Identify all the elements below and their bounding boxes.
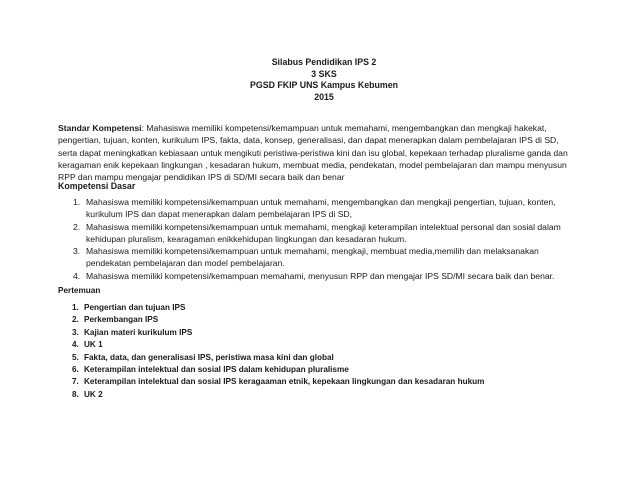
list-item-text: Perkembangan IPS (84, 315, 159, 325)
syllabus-header (0, 57, 638, 103)
list-item (58, 221, 578, 246)
list-item-number: 2. (73, 221, 81, 232)
list-item-number: 3. (72, 327, 79, 337)
credit-units: 3 SKS (311, 68, 337, 79)
academic-year: 2015 (314, 91, 334, 102)
list-item (58, 302, 578, 314)
pertemuan-heading: Pertemuan (58, 286, 101, 295)
pertemuan-list (58, 302, 578, 401)
list-item-number: 4. (72, 340, 79, 350)
list-item (58, 245, 578, 270)
standar-kompetensi-text: : Mahasiswa memiliki kompetensi/kemampuan untuk memahami, mengembangkan dan mengkaji hakekat, pengertian, tujuan, konten, kurikulum IPS, fakta, data, konsep, generalisasi, dan dapat menerapkan dalam pembelajaran IPS di SD, serta dapat meningkatkan kebiasaan untuk mengikuti peristiwa-peristiwa kini dan isu global, kepekaan terhadap pluralisme ganda dan keragaman enik kepekaan lingkungan , kesadaran hukum, membuat media, pendekatan, model pembelajaran dan mampu menyusun RPP dan mampu mengajar pendidikan IPS di SD/MI secara baik dan benar (58, 123, 568, 183)
list-item (58, 327, 578, 339)
list-item-text: Kajian materi kurikulum IPS (84, 327, 193, 337)
syllabus-title: Silabus Pendidikan IPS 2 (271, 57, 377, 67)
list-item-text: Mahasiswa memiliki kompetensi/kemampuan untuk memahami, mengkaji keterampilan intelektual personal dan sosial dalam kehidupan pluralism, kearagaman enikkehidupan lingkungan dan kesadaran hukum. (86, 221, 561, 244)
list-item (58, 314, 578, 326)
list-item-number: 6. (72, 364, 79, 374)
list-item-number: 3. (73, 246, 81, 257)
list-item-number: 4. (73, 270, 81, 281)
kompetensi-dasar-list (58, 196, 578, 282)
list-item-text: Keterampilan intelektual dan sosial IPS dalam kehidupan pluralisme (84, 364, 349, 374)
list-item-text: Fakta, data, dan generalisasi IPS, peristiwa masa kini dan global (84, 352, 334, 362)
list-item-text: Pengertian dan tujuan IPS (84, 303, 186, 312)
list-item-number: 1. (73, 197, 81, 207)
list-item-text: UK 2 (84, 389, 103, 399)
list-item (58, 270, 578, 282)
list-item-text: Keterampilan intelektual dan sosial IPS keragaaman etnik, kepekaan lingkungan dan kesadaran hukum (84, 377, 485, 387)
program-name: PGSD FKIP UNS Kampus Kebumen (250, 80, 398, 91)
list-item (58, 389, 578, 401)
list-item-number: 1. (72, 303, 79, 312)
list-item-text: UK 1 (84, 340, 103, 350)
kompetensi-dasar-heading: Kompetensi Dasar (58, 181, 136, 191)
standar-kompetensi-paragraph (58, 122, 578, 183)
list-item-number: 8. (72, 389, 79, 399)
list-item-number: 2. (72, 315, 79, 325)
list-item (58, 339, 578, 351)
list-item (58, 352, 578, 364)
list-item-number: 7. (72, 377, 79, 387)
list-item-text: Mahasiswa memiliki kompetensi/kemampuan memahami, menyusun RPP dan mengajar IPS SD/MI secara baik dan benar. (86, 270, 555, 281)
list-item (58, 196, 578, 221)
list-item-text: Mahasiswa memiliki kompetensi/kemampuan untuk memahami, mengkaji, membuat media,memilih dan melaksanakan pendekatan pembelajaran dan model pembelajaran. (86, 246, 539, 269)
standar-kompetensi-label: Standar Kompetensi (58, 123, 142, 133)
list-item (58, 364, 578, 376)
list-item-text: Mahasiswa memiliki kompetensi/kemampuan untuk memahami, mengembangkan dan mengkaji pengertian, tujuan, konten, kurikulum IPS dan dapat menerapkan dalam pembelajaran IPS di SD, (86, 197, 556, 220)
list-item-number: 5. (72, 352, 79, 362)
list-item (58, 376, 578, 388)
